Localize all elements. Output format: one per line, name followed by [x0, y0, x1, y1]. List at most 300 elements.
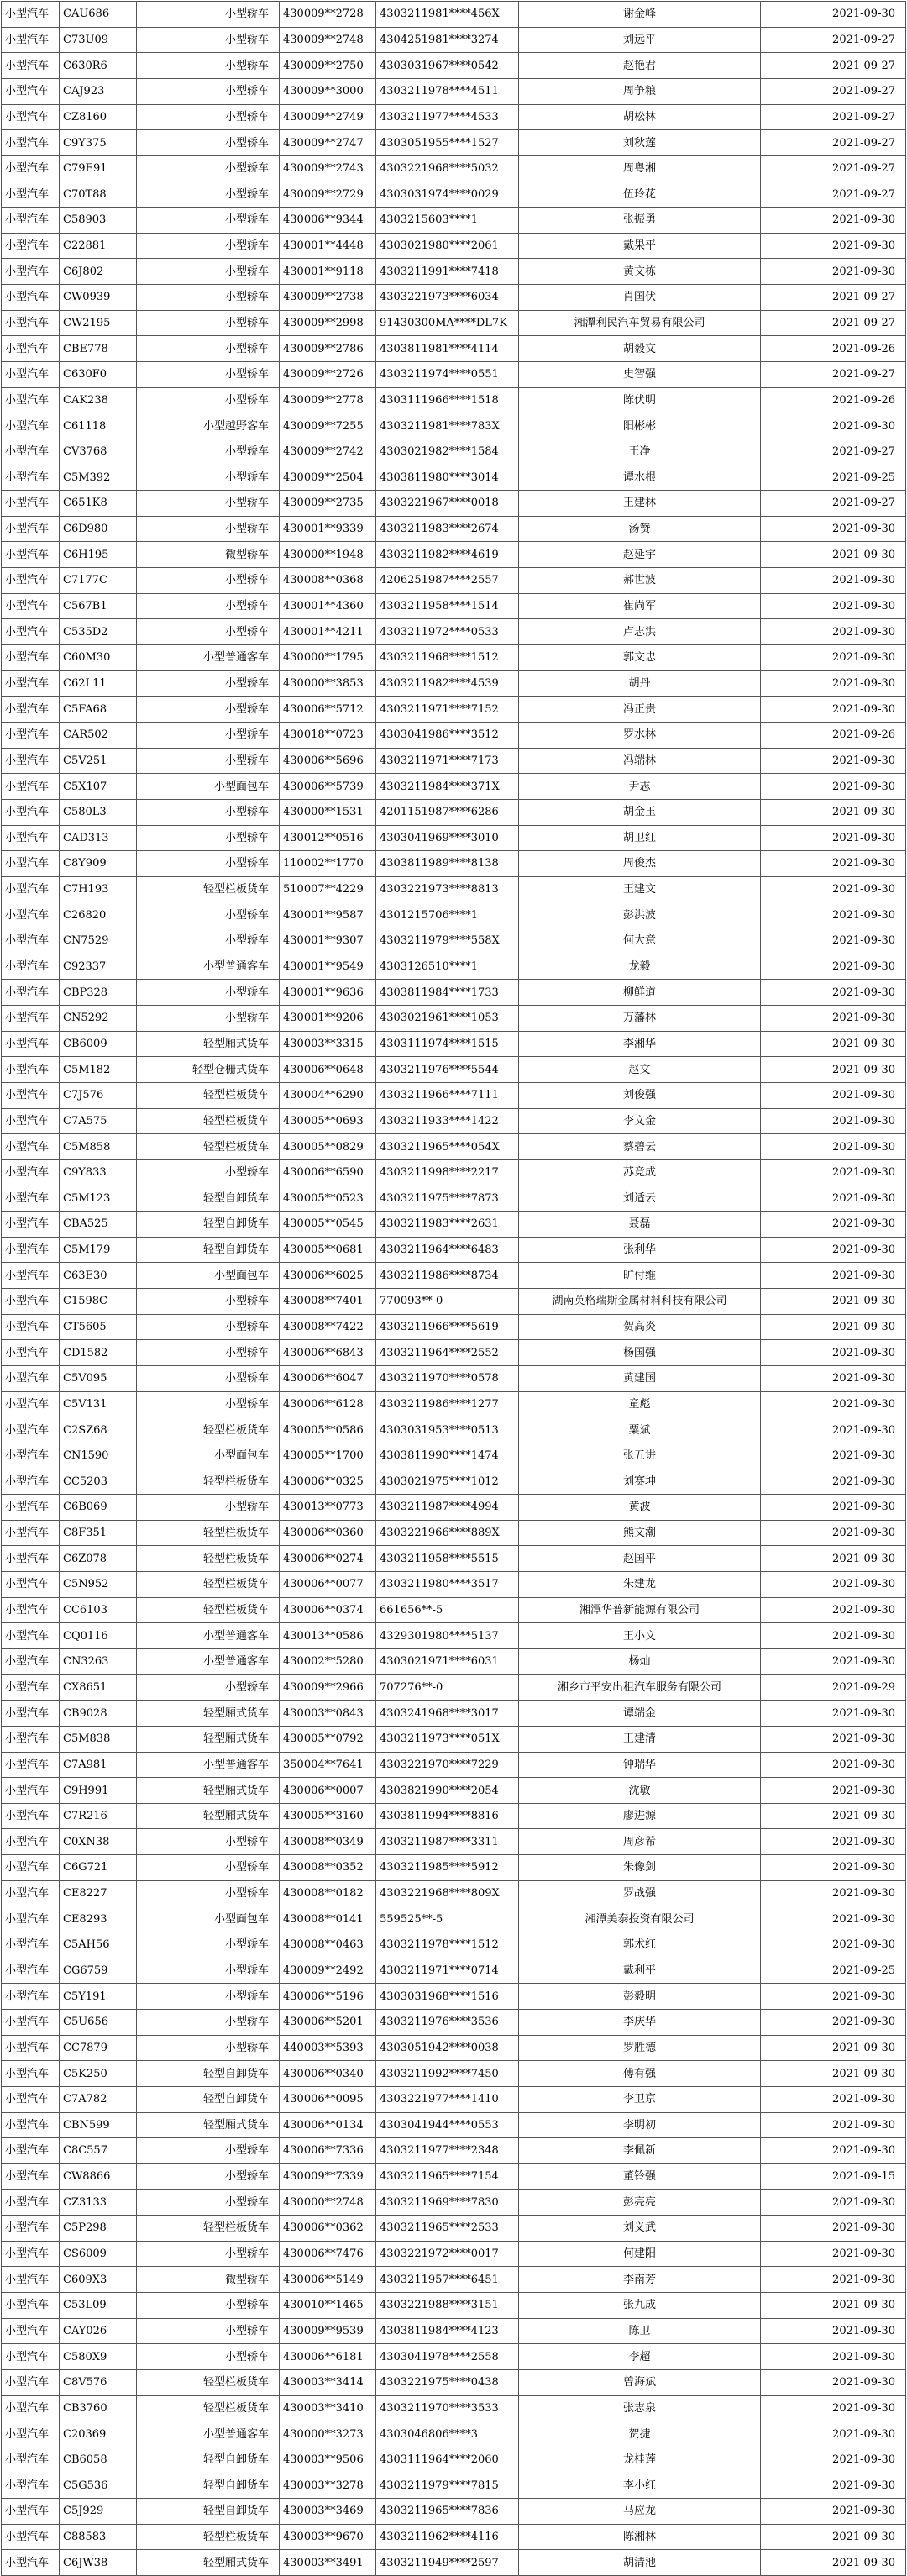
vehicle-type-cell: 小型汽车	[2, 1572, 60, 1598]
table-body	[2, 2, 906, 2576]
vehicle-type-cell: 小型汽车	[2, 2216, 60, 2242]
serial-number-cell: 430009**2728	[280, 2, 376, 28]
date-cell: 2021-09-30	[761, 259, 906, 285]
plate-number-cell: C8C557	[60, 2138, 137, 2164]
vehicle-type-cell: 小型汽车	[2, 2267, 60, 2293]
vehicle-type-cell: 小型汽车	[2, 465, 60, 491]
vehicle-type-cell: 小型汽车	[2, 2163, 60, 2190]
plate-number-cell: C5M179	[60, 1237, 137, 1263]
table-row	[2, 1623, 906, 1649]
serial-number-cell: 430009**2735	[280, 491, 376, 517]
owner-name-cell: 戴利平	[519, 1958, 761, 1984]
serial-number-cell: 430008**7422	[280, 1314, 376, 1340]
body-type-cell: 小型轿车	[137, 208, 280, 234]
serial-number-cell: 430009**2729	[280, 181, 376, 208]
vehicle-type-cell: 小型汽车	[2, 1649, 60, 1675]
date-cell: 2021-09-30	[761, 1880, 906, 1906]
body-type-cell: 小型轿车	[137, 2, 280, 28]
vehicle-type-cell: 小型汽车	[2, 2421, 60, 2447]
table-row	[2, 1365, 906, 1391]
owner-id-cell: 4303031974****0029	[376, 181, 519, 208]
body-type-cell: 小型轿车	[137, 53, 280, 79]
plate-number-cell: CG6759	[60, 1958, 137, 1984]
serial-number-cell: 430005**0792	[280, 1726, 376, 1752]
owner-name-cell: 沈敏	[519, 1778, 761, 1804]
plate-number-cell: C2SZ68	[60, 1417, 137, 1443]
body-type-cell: 轻型厢式货车	[137, 1701, 280, 1727]
plate-number-cell: C70T88	[60, 181, 137, 208]
serial-number-cell: 430008**0368	[280, 568, 376, 594]
serial-number-cell: 430009**2748	[280, 27, 376, 53]
table-row	[2, 697, 906, 723]
table-row	[2, 1984, 906, 2010]
owner-name-cell: 钟瑞华	[519, 1752, 761, 1778]
table-row	[2, 259, 906, 285]
date-cell: 2021-09-30	[761, 1031, 906, 1057]
plate-number-cell: C5J929	[60, 2499, 137, 2525]
owner-id-cell: 4303811989****8138	[376, 851, 519, 877]
serial-number-cell: 430009**2738	[280, 285, 376, 311]
body-type-cell: 轻型厢式货车	[137, 1778, 280, 1804]
plate-number-cell: C7A575	[60, 1108, 137, 1134]
table-row	[2, 1082, 906, 1108]
table-row	[2, 2395, 906, 2421]
date-cell: 2021-09-30	[761, 1984, 906, 2010]
table-row	[2, 851, 906, 877]
serial-number-cell: 430006**0340	[280, 2061, 376, 2087]
owner-name-cell: 陈卫	[519, 2318, 761, 2344]
owner-id-cell: 4303821990****2054	[376, 1778, 519, 1804]
owner-name-cell: 李庆华	[519, 2009, 761, 2035]
plate-number-cell: CT5605	[60, 1314, 137, 1340]
table-row	[2, 413, 906, 439]
owner-name-cell: 李南芳	[519, 2267, 761, 2293]
serial-number-cell: 430001**4448	[280, 233, 376, 259]
plate-number-cell: C88583	[60, 2524, 137, 2550]
plate-number-cell: CZ3133	[60, 2190, 137, 2216]
serial-number-cell: 430001**9307	[280, 928, 376, 954]
body-type-cell: 小型普通客车	[137, 645, 280, 671]
serial-number-cell: 430001**9339	[280, 516, 376, 542]
vehicle-type-cell: 小型汽车	[2, 1726, 60, 1752]
vehicle-type-cell: 小型汽车	[2, 439, 60, 465]
plate-number-cell: CW2195	[60, 310, 137, 336]
serial-number-cell: 430003**0843	[280, 1701, 376, 1727]
plate-number-cell: CC6103	[60, 1597, 137, 1623]
date-cell: 2021-09-26	[761, 722, 906, 748]
vehicle-type-cell: 小型汽车	[2, 1984, 60, 2010]
date-cell: 2021-09-30	[761, 516, 906, 542]
serial-number-cell: 430003**3469	[280, 2499, 376, 2525]
serial-number-cell: 430009**7255	[280, 413, 376, 439]
owner-id-cell: 4303211984****371X	[376, 774, 519, 800]
body-type-cell: 小型轿车	[137, 568, 280, 594]
owner-name-cell: 刘秋莲	[519, 130, 761, 156]
plate-number-cell: C5FA68	[60, 697, 137, 723]
date-cell: 2021-09-30	[761, 1082, 906, 1108]
owner-id-cell: 4303211998****2217	[376, 1159, 519, 1185]
owner-name-cell: 刘远平	[519, 27, 761, 53]
plate-number-cell: CN7529	[60, 928, 137, 954]
owner-name-cell: 王净	[519, 439, 761, 465]
serial-number-cell: 430010**1465	[280, 2293, 376, 2319]
owner-name-cell: 郝世波	[519, 568, 761, 594]
date-cell: 2021-09-30	[761, 1829, 906, 1855]
owner-id-cell: 770093**-0	[376, 1289, 519, 1315]
plate-number-cell: C8V576	[60, 2369, 137, 2395]
owner-id-cell: 4303211981****783X	[376, 413, 519, 439]
plate-number-cell: C61118	[60, 413, 137, 439]
owner-id-cell: 4303211972****0533	[376, 619, 519, 645]
serial-number-cell: 430009**2749	[280, 104, 376, 130]
owner-id-cell: 4303211971****0714	[376, 1958, 519, 1984]
table-row	[2, 2524, 906, 2550]
owner-id-cell: 4303041978****2558	[376, 2344, 519, 2370]
owner-name-cell: 赵艳君	[519, 53, 761, 79]
vehicle-type-cell: 小型汽车	[2, 1674, 60, 1701]
plate-number-cell: CAD313	[60, 825, 137, 851]
serial-number-cell: 430003**3315	[280, 1031, 376, 1057]
owner-id-cell: 4303211992****7450	[376, 2061, 519, 2087]
owner-id-cell: 4303211983****2631	[376, 1212, 519, 1238]
table-row	[2, 2344, 906, 2370]
date-cell: 2021-09-30	[761, 2267, 906, 2293]
body-type-cell: 小型轿车	[137, 1958, 280, 1984]
vehicle-type-cell: 小型汽车	[2, 285, 60, 311]
plate-number-cell: CC7879	[60, 2035, 137, 2061]
serial-number-cell: 430006**9344	[280, 208, 376, 234]
table-row	[2, 1520, 906, 1546]
serial-number-cell: 430006**5149	[280, 2267, 376, 2293]
owner-id-cell: 4303211982****4619	[376, 542, 519, 568]
vehicle-type-cell: 小型汽车	[2, 928, 60, 954]
body-type-cell: 小型面包车	[137, 1263, 280, 1289]
table-row	[2, 27, 906, 53]
vehicle-type-cell: 小型汽车	[2, 208, 60, 234]
table-row	[2, 2499, 906, 2525]
table-row	[2, 1212, 906, 1238]
owner-id-cell: 4303211964****2552	[376, 1340, 519, 1366]
plate-number-cell: C0XN38	[60, 1829, 137, 1855]
serial-number-cell: 430001**4360	[280, 593, 376, 619]
owner-id-cell: 4303031967****0542	[376, 53, 519, 79]
body-type-cell: 小型轿车	[137, 336, 280, 362]
owner-id-cell: 4303051942****0038	[376, 2035, 519, 2061]
date-cell: 2021-09-26	[761, 336, 906, 362]
body-type-cell: 小型轿车	[137, 697, 280, 723]
table-row	[2, 78, 906, 104]
table-row	[2, 722, 906, 748]
date-cell: 2021-09-30	[761, 876, 906, 902]
body-type-cell: 小型轿车	[137, 2035, 280, 2061]
body-type-cell: 小型轿车	[137, 980, 280, 1006]
date-cell: 2021-09-27	[761, 285, 906, 311]
plate-number-cell: C7H193	[60, 876, 137, 902]
vehicle-type-cell: 小型汽车	[2, 1546, 60, 1572]
body-type-cell: 微型轿车	[137, 2267, 280, 2293]
owner-id-cell: 4303221988****3151	[376, 2293, 519, 2319]
vehicle-type-cell: 小型汽车	[2, 1701, 60, 1727]
date-cell: 2021-09-30	[761, 1443, 906, 1469]
body-type-cell: 小型轿车	[137, 181, 280, 208]
body-type-cell: 小型轿车	[137, 387, 280, 413]
vehicle-type-cell: 小型汽车	[2, 980, 60, 1006]
plate-number-cell: C1598C	[60, 1289, 137, 1315]
body-type-cell: 小型轿车	[137, 1391, 280, 1417]
vehicle-type-cell: 小型汽车	[2, 1031, 60, 1057]
owner-name-cell: 傅有强	[519, 2061, 761, 2087]
owner-id-cell: 4303211986****8734	[376, 1263, 519, 1289]
serial-number-cell: 430006**0360	[280, 1520, 376, 1546]
owner-id-cell: 4329301980****5137	[376, 1623, 519, 1649]
date-cell: 2021-09-30	[761, 2293, 906, 2319]
date-cell: 2021-09-30	[761, 1855, 906, 1881]
serial-number-cell: 430008**7401	[280, 1289, 376, 1315]
owner-id-cell: 4303046806****3	[376, 2421, 519, 2447]
date-cell: 2021-09-30	[761, 1701, 906, 1727]
plate-number-cell: C20369	[60, 2421, 137, 2447]
vehicle-type-cell: 小型汽车	[2, 2447, 60, 2473]
vehicle-type-cell: 小型汽车	[2, 2293, 60, 2319]
vehicle-type-cell: 小型汽车	[2, 516, 60, 542]
owner-id-cell: 4303041944****0553	[376, 2112, 519, 2138]
vehicle-type-cell: 小型汽车	[2, 1778, 60, 1804]
table-row	[2, 361, 906, 387]
owner-id-cell: 4303215603****1	[376, 208, 519, 234]
vehicle-type-cell: 小型汽车	[2, 53, 60, 79]
serial-number-cell: 430008**0463	[280, 1932, 376, 1958]
plate-number-cell: C5M392	[60, 465, 137, 491]
plate-number-cell: CAY026	[60, 2318, 137, 2344]
serial-number-cell: 430000**1531	[280, 799, 376, 825]
date-cell: 2021-09-30	[761, 1365, 906, 1391]
plate-number-cell: CX8651	[60, 1674, 137, 1701]
vehicle-type-cell: 小型汽车	[2, 130, 60, 156]
vehicle-type-cell: 小型汽车	[2, 1005, 60, 1031]
table-row	[2, 1597, 906, 1623]
body-type-cell: 小型轿车	[137, 2009, 280, 2035]
vehicle-type-cell: 小型汽车	[2, 1958, 60, 1984]
date-cell: 2021-09-26	[761, 387, 906, 413]
owner-name-cell: 周争粮	[519, 78, 761, 104]
owner-id-cell: 4303211958****5515	[376, 1546, 519, 1572]
serial-number-cell: 430006**0648	[280, 1057, 376, 1083]
body-type-cell: 小型轿车	[137, 1495, 280, 1521]
body-type-cell: 小型轿车	[137, 259, 280, 285]
owner-name-cell: 童彪	[519, 1391, 761, 1417]
plate-number-cell: CAJ923	[60, 78, 137, 104]
plate-number-cell: CN1590	[60, 1443, 137, 1469]
owner-id-cell: 661656**-5	[376, 1597, 519, 1623]
table-row	[2, 1417, 906, 1443]
body-type-cell: 小型轿车	[137, 439, 280, 465]
date-cell: 2021-09-30	[761, 2499, 906, 2525]
serial-number-cell: 430006**5739	[280, 774, 376, 800]
body-type-cell: 小型轿车	[137, 27, 280, 53]
plate-number-cell: CB6009	[60, 1031, 137, 1057]
body-type-cell: 小型轿车	[137, 155, 280, 181]
owner-id-cell: 4303021980****2061	[376, 233, 519, 259]
serial-number-cell: 430009**2743	[280, 155, 376, 181]
plate-number-cell: C6G721	[60, 1855, 137, 1881]
table-row	[2, 902, 906, 928]
body-type-cell: 小型轿车	[137, 104, 280, 130]
body-type-cell: 轻型自卸货车	[137, 2061, 280, 2087]
table-row	[2, 774, 906, 800]
table-row	[2, 1314, 906, 1340]
body-type-cell: 小型轿车	[137, 722, 280, 748]
table-row	[2, 1778, 906, 1804]
vehicle-type-cell: 小型汽车	[2, 361, 60, 387]
date-cell: 2021-09-30	[761, 2395, 906, 2421]
vehicle-type-cell: 小型汽车	[2, 568, 60, 594]
owner-id-cell: 4303221972****0017	[376, 2241, 519, 2267]
date-cell: 2021-09-30	[761, 542, 906, 568]
owner-id-cell: 4303211980****3517	[376, 1572, 519, 1598]
serial-number-cell: 430006**0374	[280, 1597, 376, 1623]
body-type-cell: 小型轿车	[137, 310, 280, 336]
owner-id-cell: 4303221967****0018	[376, 491, 519, 517]
owner-name-cell: 谭端金	[519, 1701, 761, 1727]
plate-number-cell: CD1582	[60, 1340, 137, 1366]
serial-number-cell: 430003**3278	[280, 2473, 376, 2499]
date-cell: 2021-09-30	[761, 1623, 906, 1649]
body-type-cell: 小型轿车	[137, 285, 280, 311]
vehicle-type-cell: 小型汽车	[2, 1932, 60, 1958]
serial-number-cell: 430005**0545	[280, 1212, 376, 1238]
serial-number-cell: 430003**9506	[280, 2447, 376, 2473]
serial-number-cell: 430006**5196	[280, 1984, 376, 2010]
date-cell: 2021-09-27	[761, 361, 906, 387]
plate-number-cell: C22881	[60, 233, 137, 259]
table-row	[2, 155, 906, 181]
serial-number-cell: 430004**6290	[280, 1082, 376, 1108]
date-cell: 2021-09-29	[761, 1674, 906, 1701]
table-row	[2, 2473, 906, 2499]
serial-number-cell: 430009**2747	[280, 130, 376, 156]
plate-number-cell: CBA525	[60, 1212, 137, 1238]
vehicle-type-cell: 小型汽车	[2, 2190, 60, 2216]
serial-number-cell: 430006**0325	[280, 1469, 376, 1495]
owner-name-cell: 彭毅明	[519, 1984, 761, 2010]
owner-id-cell: 4303021971****6031	[376, 1649, 519, 1675]
date-cell: 2021-09-27	[761, 155, 906, 181]
table-row	[2, 439, 906, 465]
plate-number-cell: C7A981	[60, 1752, 137, 1778]
table-row	[2, 980, 906, 1006]
vehicle-type-cell: 小型汽车	[2, 1159, 60, 1185]
owner-name-cell: 苏竞成	[519, 1159, 761, 1185]
plate-number-cell: C26820	[60, 902, 137, 928]
owner-id-cell: 4303211965****7836	[376, 2499, 519, 2525]
date-cell: 2021-09-30	[761, 980, 906, 1006]
owner-id-cell: 4303221973****6034	[376, 285, 519, 311]
serial-number-cell: 430009**3000	[280, 78, 376, 104]
body-type-cell: 小型轿车	[137, 2190, 280, 2216]
serial-number-cell: 430009**2726	[280, 361, 376, 387]
plate-number-cell: C6H195	[60, 542, 137, 568]
table-row	[2, 2086, 906, 2112]
vehicle-type-cell: 小型汽车	[2, 825, 60, 851]
vehicle-type-cell: 小型汽车	[2, 1212, 60, 1238]
owner-id-cell: 4303211970****0578	[376, 1365, 519, 1391]
body-type-cell: 小型面包车	[137, 1443, 280, 1469]
date-cell: 2021-09-30	[761, 2241, 906, 2267]
plate-number-cell: C58903	[60, 208, 137, 234]
serial-number-cell: 430013**0773	[280, 1495, 376, 1521]
plate-number-cell: CQ0116	[60, 1623, 137, 1649]
serial-number-cell: 430006**6128	[280, 1391, 376, 1417]
table-row	[2, 208, 906, 234]
plate-number-cell: C9Y833	[60, 1159, 137, 1185]
plate-number-cell: C7177C	[60, 568, 137, 594]
date-cell: 2021-09-27	[761, 104, 906, 130]
table-row	[2, 645, 906, 671]
plate-number-cell: C73U09	[60, 27, 137, 53]
serial-number-cell: 430001**9587	[280, 902, 376, 928]
body-type-cell: 轻型栏板货车	[137, 1520, 280, 1546]
owner-id-cell: 4303211985****5912	[376, 1855, 519, 1881]
owner-id-cell: 4303811981****4114	[376, 336, 519, 362]
date-cell: 2021-09-30	[761, 2035, 906, 2061]
date-cell: 2021-09-30	[761, 645, 906, 671]
date-cell: 2021-09-25	[761, 1958, 906, 1984]
serial-number-cell: 430006**5712	[280, 697, 376, 723]
owner-id-cell: 4201151987****6286	[376, 799, 519, 825]
plate-number-cell: CW8866	[60, 2163, 137, 2190]
date-cell: 2021-09-30	[761, 1752, 906, 1778]
body-type-cell: 轻型自卸货车	[137, 1185, 280, 1212]
serial-number-cell: 430009**9539	[280, 2318, 376, 2344]
body-type-cell: 轻型厢式货车	[137, 1726, 280, 1752]
body-type-cell: 轻型栏板货车	[137, 1572, 280, 1598]
serial-number-cell: 430006**0077	[280, 1572, 376, 1598]
serial-number-cell: 430000**3853	[280, 670, 376, 697]
owner-id-cell: 4303221968****5032	[376, 155, 519, 181]
table-row	[2, 53, 906, 79]
plate-number-cell: C62L11	[60, 670, 137, 697]
date-cell: 2021-09-30	[761, 1726, 906, 1752]
owner-name-cell: 胡金玉	[519, 799, 761, 825]
serial-number-cell: 430001**9549	[280, 954, 376, 980]
body-type-cell: 小型轿车	[137, 78, 280, 104]
date-cell: 2021-09-27	[761, 491, 906, 517]
plate-number-cell: C580L3	[60, 799, 137, 825]
plate-number-cell: CW0939	[60, 285, 137, 311]
owner-id-cell: 4303221973****8813	[376, 876, 519, 902]
date-cell: 2021-09-30	[761, 2, 906, 28]
body-type-cell: 小型轿车	[137, 1159, 280, 1185]
body-type-cell: 轻型栏板货车	[137, 1546, 280, 1572]
date-cell: 2021-09-30	[761, 2421, 906, 2447]
plate-number-cell: C609X3	[60, 2267, 137, 2293]
owner-id-cell: 4303811984****1733	[376, 980, 519, 1006]
owner-id-cell: 4303211973****051X	[376, 1726, 519, 1752]
owner-name-cell: 何建阳	[519, 2241, 761, 2267]
plate-number-cell: C5M838	[60, 1726, 137, 1752]
owner-id-cell: 4303021982****1584	[376, 439, 519, 465]
body-type-cell: 微型轿车	[137, 542, 280, 568]
owner-id-cell: 559525**-5	[376, 1906, 519, 1932]
serial-number-cell: 110002**1770	[280, 851, 376, 877]
owner-id-cell: 4303111966****1518	[376, 387, 519, 413]
vehicle-type-cell: 小型汽车	[2, 902, 60, 928]
vehicle-type-cell: 小型汽车	[2, 104, 60, 130]
vehicle-type-cell: 小型汽车	[2, 78, 60, 104]
body-type-cell: 小型普通客车	[137, 954, 280, 980]
table-row	[2, 1726, 906, 1752]
serial-number-cell: 430006**6843	[280, 1340, 376, 1366]
